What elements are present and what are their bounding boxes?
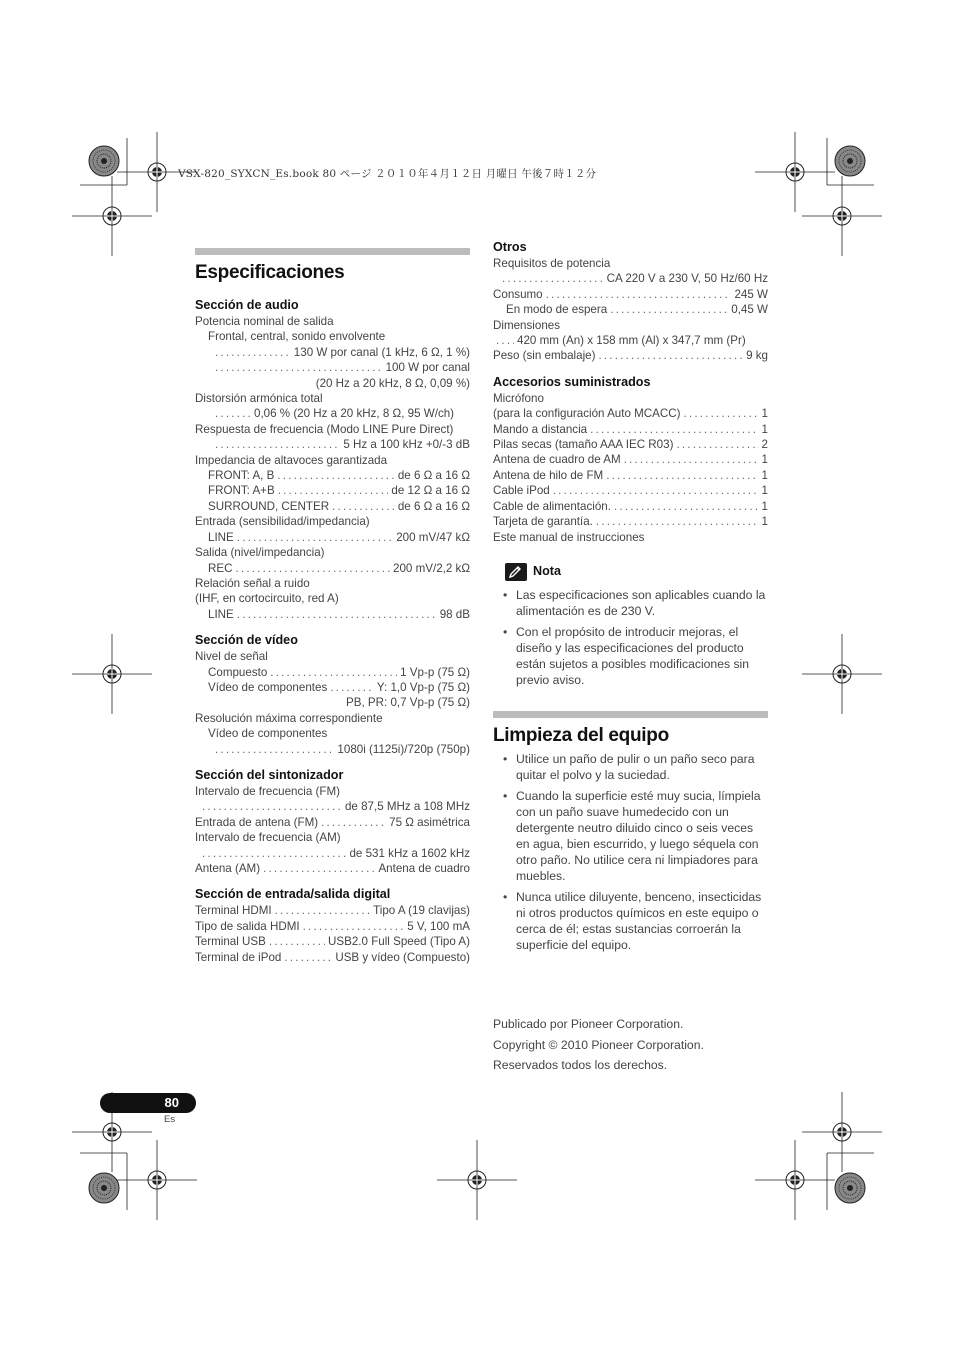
crosshair-mark (72, 176, 152, 256)
spec-value: USB2.0 Full Speed (Tipo A) (328, 935, 470, 949)
cleaning-bullet: • Utilice un paño de pulir o un paño seco para quitar el polvo y la suciedad. (493, 751, 768, 783)
otros-heading: Otros (493, 240, 527, 254)
spec-label: Vídeo de componentes (208, 680, 328, 694)
accessory-row (493, 483, 768, 498)
spec-label: Impedancia de altavoces garantizada (195, 453, 388, 467)
spec-value: 5 V, 100 mA (407, 919, 470, 933)
spec-value: PB, PR: 0,7 Vp-p (75 Ω) (345, 696, 470, 710)
video-heading: Sección de vídeo (195, 633, 298, 648)
accessory-label: Antena de cuadro de AM (493, 453, 621, 467)
spec-row (195, 903, 470, 918)
nota-list (493, 587, 768, 688)
accessory-row (493, 406, 768, 421)
spec-label: Terminal HDMI (195, 904, 272, 918)
starburst-bottom-left (89, 1173, 119, 1203)
accessory-qty: 1 (761, 499, 768, 513)
spec-value: 245 W (734, 287, 768, 301)
spec-row (195, 468, 470, 483)
spec-label: Distorsión armónica total (195, 392, 323, 406)
accessory-row (493, 422, 768, 437)
specs-title: Especificaciones (195, 262, 345, 283)
spec-label: FRONT: A, B (208, 469, 275, 483)
spec-value: 0,06 % (20 Hz a 20 kHz, 8 Ω, 95 W/ch) (254, 407, 455, 421)
spec-value: 98 dB (439, 607, 470, 621)
spec-label: Nivel de señal (195, 650, 268, 664)
spec-row (195, 846, 470, 861)
published-by: Publicado por Pioneer Corporation. (493, 1017, 684, 1031)
spec-row (493, 348, 768, 363)
nota-bullet: • Las especificaciones son aplicables cuando la alimentación es de 230 V. (493, 587, 768, 619)
accessory-qty: 1 (761, 515, 768, 529)
starburst-bottom-right (835, 1173, 865, 1203)
accessories-heading: Accesorios suministrados (493, 374, 651, 389)
spec-label: FRONT: A+B (208, 484, 275, 498)
spec-row (195, 483, 470, 498)
section-bar (493, 711, 768, 718)
spec-row (195, 530, 470, 545)
accessory-qty: 1 (761, 422, 768, 436)
spec-label: Requisitos de potencia (493, 257, 611, 270)
spec-label: LINE (208, 607, 234, 621)
accessory-qty: 1 (761, 453, 768, 467)
spec-value: (20 Hz a 20 kHz, 8 Ω, 0,09 %) (315, 376, 470, 390)
spec-value: 100 W por canal (385, 361, 470, 375)
spec-row (195, 950, 470, 965)
accessory-label: Cable de alimentación. (493, 499, 611, 513)
spec-label: Relación señal a ruido (195, 576, 310, 590)
spec-label: (IHF, en cortocircuito, red A) (195, 592, 339, 606)
spec-label: Entrada de antena (FM) (195, 815, 319, 829)
spec-value: 200 mV/2,2 kΩ (393, 561, 470, 575)
accessory-label: Antena de hilo de FM (493, 468, 604, 482)
spec-value: 9 kg (746, 349, 768, 363)
spec-label: Dimensiones (493, 318, 561, 332)
nota-bullet: • Con el propósito de introducir mejoras, el diseño y las especificaciones del producto están sujetos a posibles modificaciones sin previo aviso. (493, 624, 768, 688)
crosshair-mark (72, 634, 152, 714)
language-code: Es (164, 1114, 176, 1125)
spec-row (195, 919, 470, 934)
accessory-label: Tarjeta de garantía. (493, 515, 593, 529)
spec-value: CA 220 V a 230 V, 50 Hz/60 Hz (606, 272, 768, 286)
accessory-list (493, 406, 768, 529)
spec-label: Potencia nominal de salida (195, 315, 334, 328)
spec-value: 1080i (1125i)/720p (750p) (337, 742, 470, 756)
spec-label: Respuesta de frecuencia (Modo LINE Pure Direct) (195, 422, 454, 436)
crosshair-mark (802, 634, 882, 714)
spec-row (493, 302, 768, 317)
accessory-label: Cable iPod (493, 484, 550, 498)
accessory-qty: 1 (761, 484, 768, 498)
spec-value: de 531 kHz a 1602 kHz (349, 846, 470, 860)
spec-label: En modo de espera (506, 303, 608, 317)
spec-label: Terminal de iPod (195, 950, 282, 964)
spec-row (195, 934, 470, 949)
spec-row (493, 287, 768, 302)
nota-title: Nota (533, 564, 561, 579)
spec-value: 0,45 W (731, 303, 768, 317)
crosshair-mark (802, 176, 882, 256)
accessory-label: Mando a distancia (493, 422, 588, 436)
page-number: 80 (100, 1093, 196, 1113)
spec-label: LINE (208, 530, 234, 544)
spec-label: Tipo de salida HDMI (195, 919, 300, 933)
accessory-row (493, 499, 768, 514)
starburst-top-left (89, 146, 119, 176)
accessory-label: Pilas secas (tamaño AAA IEC R03) (493, 438, 674, 452)
accessory-row (493, 452, 768, 467)
spec-row (195, 561, 470, 576)
audio-heading: Sección de audio (195, 298, 299, 312)
spec-row (195, 406, 470, 421)
accessory-label: (para la configuración Auto MCACC) (493, 407, 681, 421)
cleaning-list (493, 751, 768, 953)
accessory-row (493, 468, 768, 483)
rights-reserved: Reservados todos los derechos. (493, 1058, 668, 1072)
spec-label: Intervalo de frecuencia (FM) (195, 784, 340, 798)
spec-value: 200 mV/47 kΩ (396, 530, 470, 544)
spec-value: USB y vídeo (Compuesto) (335, 950, 470, 964)
spec-row (195, 680, 470, 695)
cleaning-title: Limpieza del equipo (493, 724, 669, 746)
spec-value: 5 Hz a 100 kHz +0/-3 dB (343, 438, 470, 452)
accessory-row (493, 437, 768, 452)
spec-label: SURROUND, CENTER (208, 499, 330, 513)
spec-value: 420 mm (An) x 158 mm (Al) x 347,7 mm (Pr) (517, 334, 746, 348)
crosshair-mark (755, 1140, 835, 1220)
spec-label: Consumo (493, 287, 543, 301)
spec-value: de 6 Ω a 16 Ω (397, 469, 470, 483)
accessory-label: Micrófono (493, 391, 544, 405)
spec-row (195, 607, 470, 622)
section-bar (195, 248, 470, 255)
pencil-icon (505, 563, 527, 581)
spec-value: 1 Vp-p (75 Ω) (400, 665, 470, 679)
spec-value: Y: 1,0 Vp-p (75 Ω) (376, 680, 470, 694)
spec-value: de 87,5 MHz a 108 MHz (344, 800, 470, 814)
accessory-row (493, 514, 768, 529)
crosshair-mark (437, 1140, 517, 1220)
spec-row (493, 271, 768, 286)
spec-row (195, 799, 470, 814)
cleaning-bullet: • Cuando la superficie esté muy sucia, límpiela con un paño suave humedecido con un detergente neutro diluido cinco o seis veces en agua, bien escurrido, y luego séquela con otro paño. No utilice cera ni limpiadores para muebles. (493, 788, 768, 884)
spec-value: de 6 Ω a 16 Ω (397, 499, 470, 513)
spec-label: REC (208, 561, 233, 575)
specs-column (195, 248, 470, 965)
starburst-top-right (835, 146, 865, 176)
print-header: VSX-820_SYXCN_Es.book 80 ページ ２０１０年４月１２日 月曜日 午後７時１２分 (178, 168, 597, 180)
tuner-heading: Sección del sintonizador (195, 767, 344, 782)
crosshair-mark (802, 1092, 882, 1172)
crosshair-mark (755, 132, 835, 212)
spec-label: Terminal USB (195, 935, 266, 949)
spec-label: Resolución máxima correspondiente (195, 711, 383, 725)
spec-label: Compuesto (208, 665, 268, 679)
accessory-label: Este manual de instrucciones (493, 530, 645, 544)
accessory-qty: 1 (761, 468, 768, 482)
spec-label: Entrada (sensibilidad/impedancia) (195, 515, 370, 529)
spec-row (195, 360, 470, 375)
accessory-qty: 2 (761, 438, 768, 452)
cleaning-bullet: • Nunca utilice diluyente, benceno, insecticidas ni otros productos químicos en este equipo o cerca de él; estas sustancias corroerán la superficie del equipo. (493, 889, 768, 953)
spec-label: Salida (nivel/impedancia) (195, 546, 325, 560)
spec-row (493, 333, 768, 348)
spec-row (195, 861, 470, 876)
spec-value: 75 Ω asimétrica (389, 815, 470, 829)
digital-heading: Sección de entrada/salida digital (195, 887, 391, 902)
spec-row (195, 815, 470, 830)
spec-label: Vídeo de componentes (208, 727, 328, 741)
publisher-info (493, 1014, 704, 1076)
spec-row (195, 437, 470, 452)
spec-label: Peso (sin embalaje) (493, 349, 596, 363)
crosshair-mark (117, 1140, 197, 1220)
spec-label: Frontal, central, sonido envolvente (208, 330, 386, 344)
spec-row (195, 665, 470, 680)
spec-label: Antena (AM) (195, 862, 261, 875)
spec-value: Tipo A (19 clavijas) (373, 904, 470, 918)
nota-header (505, 563, 768, 581)
specs-column-right (493, 239, 768, 958)
accessory-qty: 1 (761, 407, 768, 421)
copyright: Copyright © 2010 Pioneer Corporation. (493, 1037, 704, 1052)
spec-label: Intervalo de frecuencia (AM) (195, 831, 341, 845)
spec-value: de 12 Ω a 16 Ω (391, 484, 470, 498)
spec-row (195, 742, 470, 757)
spec-row (195, 499, 470, 514)
spec-value: Antena de cuadro (378, 862, 470, 875)
spec-value: 130 W por canal (1 kHz, 6 Ω, 1 %) (293, 345, 470, 359)
spec-row (195, 345, 470, 360)
